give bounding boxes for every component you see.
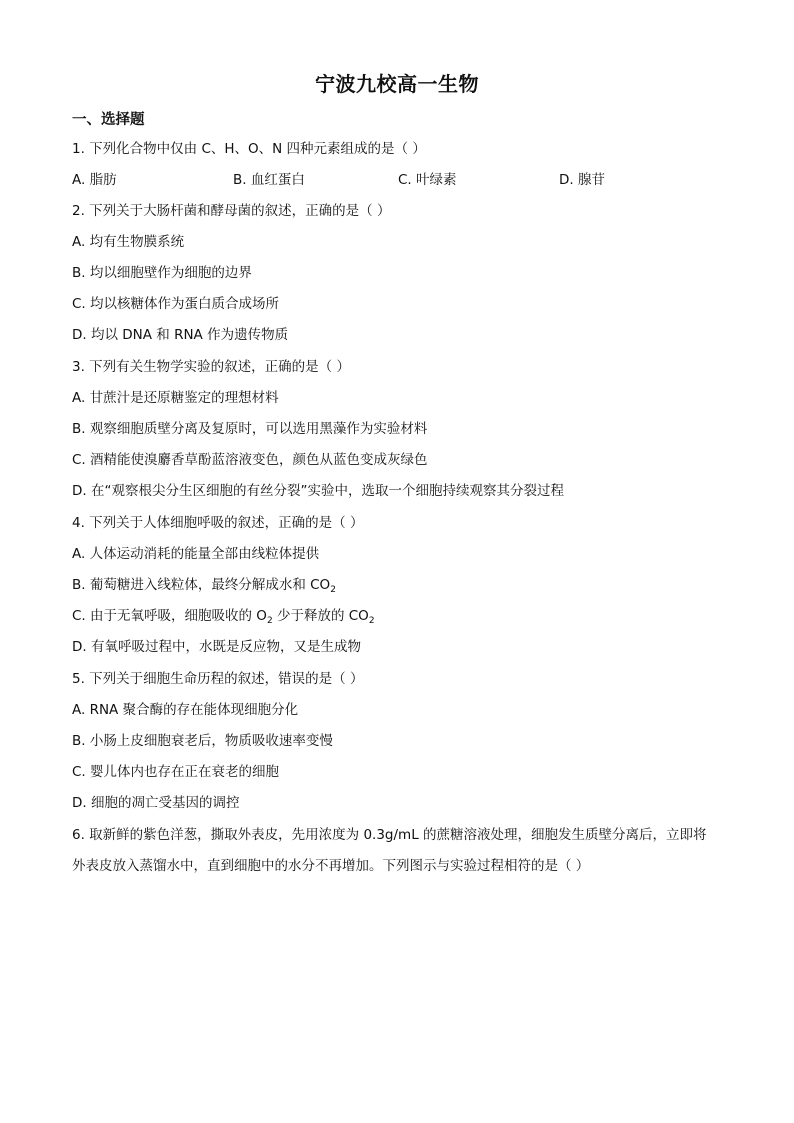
question-4-option-c <box>72 607 375 625</box>
question-5-option-d: D. 细胞的凋亡受基因的调控 <box>72 795 240 811</box>
question-1-option-d: D. 腺苷 <box>559 172 605 188</box>
question-1-stem: 1. 下列化合物中仅由 C、H、O、N 四种元素组成的是（ ） <box>72 141 426 157</box>
page-title: 宁波九校高一生物 <box>315 72 479 96</box>
question-5-option-b: B. 小肠上皮细胞衰老后，物质吸收速率变慢 <box>72 733 333 749</box>
subscript: 2 <box>330 585 336 595</box>
question-4-option-b-text: B. 葡萄糖进入线粒体，最终分解成水和 CO <box>72 577 331 593</box>
question-1-option-c: C. 叶绿素 <box>398 172 457 188</box>
question-1-option-b: B. 血红蛋白 <box>233 172 305 188</box>
question-2-option-b: B. 均以细胞壁作为细胞的边界 <box>72 265 252 281</box>
question-4-option-c-text: C. 由于无氧呼吸，细胞吸收的 O <box>72 608 267 624</box>
question-5-stem: 5. 下列关于细胞生命历程的叙述，错误的是（ ） <box>72 671 364 687</box>
question-3-option-b: B. 观察细胞质壁分离及复原时，可以选用黑藻作为实验材料 <box>72 421 428 437</box>
question-1-option-a: A. 脂肪 <box>72 172 117 188</box>
question-6-stem-line-1: 6. 取新鲜的紫色洋葱，撕取外表皮，先用浓度为 0.3g/mL 的蔗糖溶液处理，细胞发生质壁分离后，立即将 <box>72 827 707 843</box>
question-3-option-c: C. 酒精能使溴麝香草酚蓝溶液变色，颜色从蓝色变成灰绿色 <box>72 452 428 468</box>
question-5-option-c: C. 婴儿体内也存在正在衰老的细胞 <box>72 764 280 780</box>
question-2-option-d: D. 均以 DNA 和 RNA 作为遗传物质 <box>72 327 289 343</box>
question-4-option-b <box>72 576 336 594</box>
section-heading: 一、选择题 <box>72 112 145 128</box>
question-6-stem-line-2: 外表皮放入蒸馏水中，直到细胞中的水分不再增加。下列图示与实验过程相符的是（ ） <box>72 858 590 874</box>
question-3-stem: 3. 下列有关生物学实验的叙述，正确的是（ ） <box>72 359 350 375</box>
question-2-stem: 2. 下列关于大肠杆菌和酵母菌的叙述，正确的是（ ） <box>72 203 391 219</box>
question-4-option-a: A. 人体运动消耗的能量全部由线粒体提供 <box>72 546 320 562</box>
question-3-option-a: A. 甘蔗汁是还原糖鉴定的理想材料 <box>72 390 279 406</box>
question-5-option-a: A. RNA 聚合酶的存在能体现细胞分化 <box>72 702 299 718</box>
question-3-option-d: D. 在“观察根尖分生区细胞的有丝分裂”实验中，选取一个细胞持续观察其分裂过程 <box>72 483 564 499</box>
question-4-stem: 4. 下列关于人体细胞呼吸的叙述，正确的是（ ） <box>72 515 364 531</box>
subscript: 2 <box>266 616 273 626</box>
question-2-option-a: A. 均有生物膜系统 <box>72 234 185 250</box>
question-4-option-c-text-2: 少于释放的 CO <box>272 608 369 624</box>
subscript: 2 <box>368 616 375 626</box>
question-2-option-c: C. 均以核糖体作为蛋白质合成场所 <box>72 296 280 312</box>
question-4-option-d: D. 有氧呼吸过程中，水既是反应物，又是生成物 <box>72 639 361 655</box>
